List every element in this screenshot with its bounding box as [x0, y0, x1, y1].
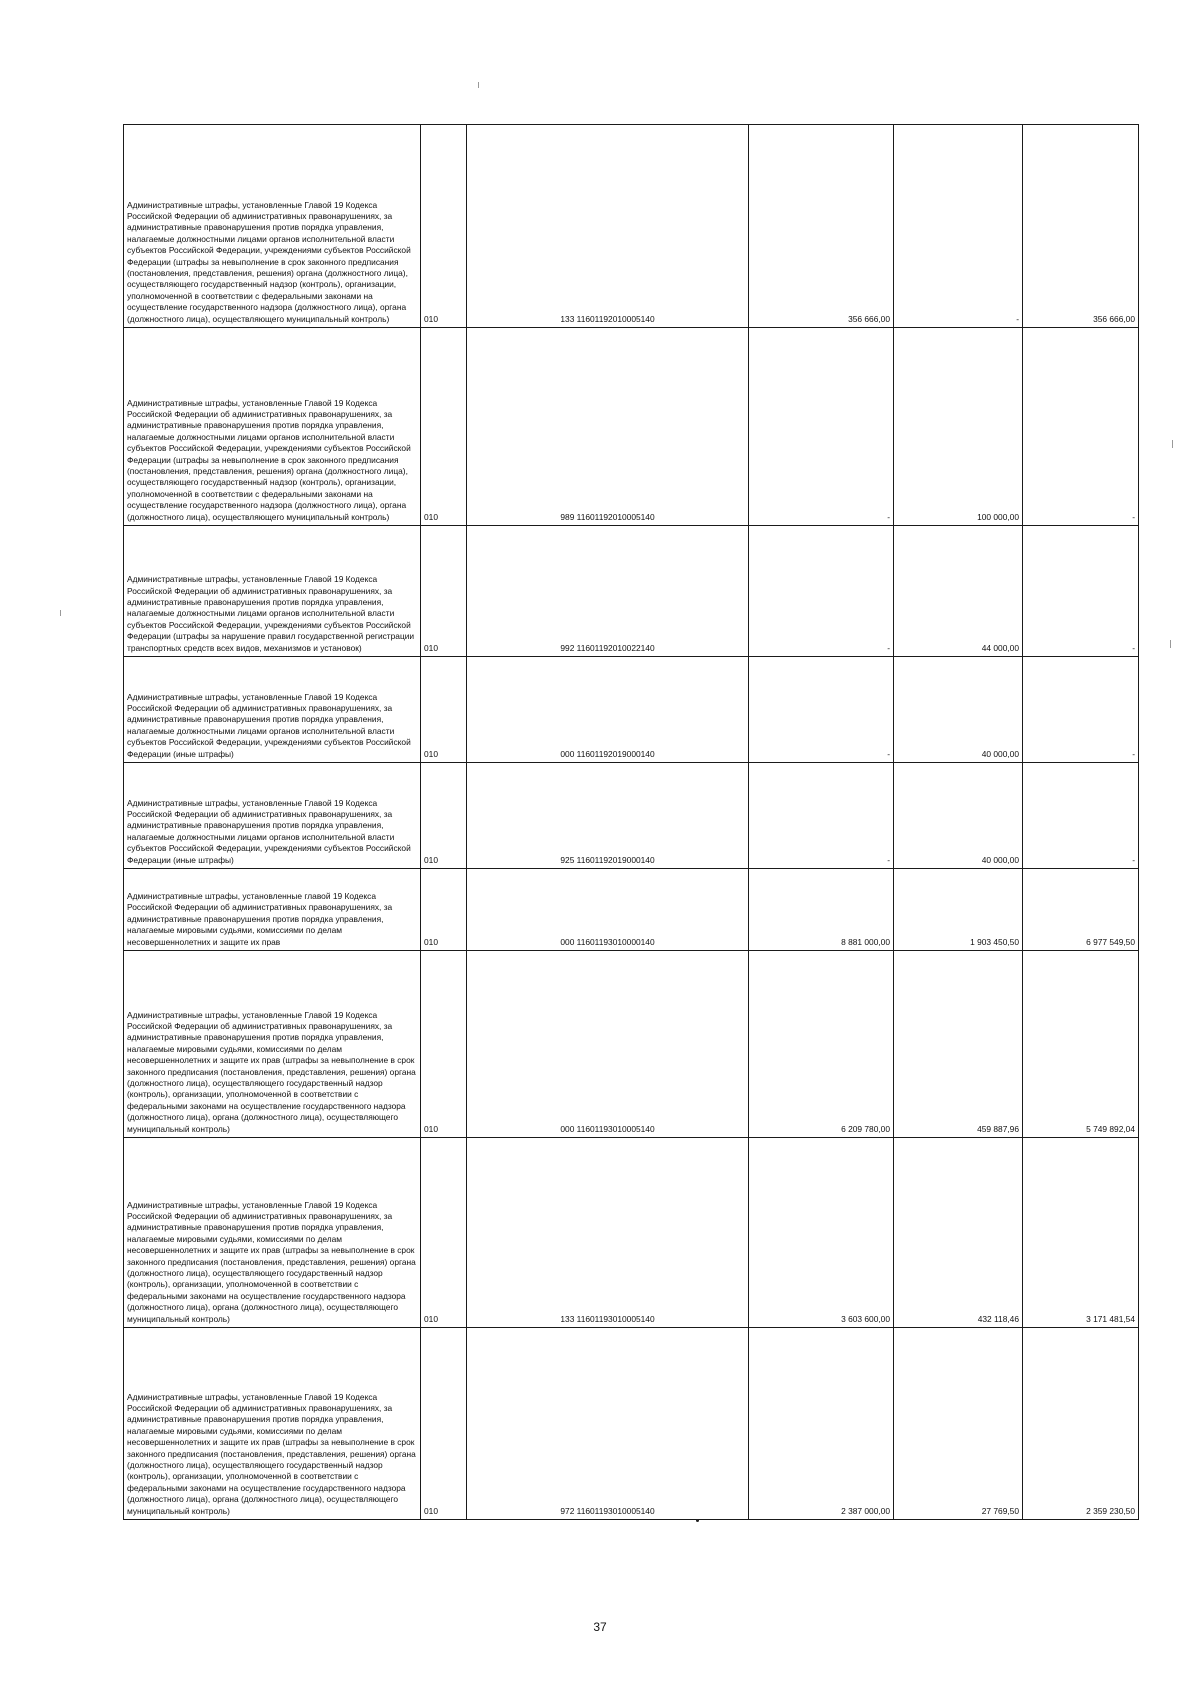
- row-name-cell: Административные штрафы, установленные Главой 19 Кодекса Российской Федерации об административных правонарушениях, за административные правонарушения против порядка управления, налагаемые мировыми судьями, комиссиями по делам несовершеннолетних и защите их прав (штрафы за невыполнение в срок законного предписания (постановления, представления, решения) органа (должностного лица), осуществляющего государственный надзор (контроль), организации, уполномоченной в соответствии с федеральными законами на осуществление государственного надзора (должностного лица), органа (должностного лица), осуществляющего муниципальный контроль): [124, 1138, 421, 1328]
- row-budget-code-cell: 992 11601192010022140: [467, 526, 749, 657]
- table-row: [124, 657, 1139, 763]
- row-approved-cell: -: [749, 763, 894, 869]
- row-name-cell: Административные штрафы, установленные Главой 19 Кодекса Российской Федерации об административных правонарушениях, за административные правонарушения против порядка управления, налагаемые мировыми судьями, комиссиями по делам несовершеннолетних и защите их прав (штрафы за невыполнение в срок законного предписания (постановления, представления, решения) органа (должностного лица), осуществляющего государственный надзор (контроль), организации, уполномоченной в соответствии с федеральными законами на осуществление государственного надзора (должностного лица), органа (должностного лица), осуществляющего муниципальный контроль): [124, 951, 421, 1138]
- table-row: [124, 1328, 1139, 1520]
- row-executed-cell: 44 000,00: [894, 526, 1023, 657]
- row-approved-cell: -: [749, 657, 894, 763]
- row-executed-cell: 40 000,00: [894, 763, 1023, 869]
- income-table-sheet: [123, 124, 1138, 1520]
- row-approved-cell: 6 209 780,00: [749, 951, 894, 1138]
- row-unexecuted-cell: 2 359 230,50: [1023, 1328, 1139, 1520]
- row-line-code-cell: 010: [421, 869, 467, 951]
- row-unexecuted-cell: -: [1023, 526, 1139, 657]
- row-budget-code-cell: 000 11601192019000140: [467, 657, 749, 763]
- page-number: 37: [593, 1620, 607, 1634]
- row-line-code-cell: 010: [421, 125, 467, 328]
- row-line-code-cell: 010: [421, 951, 467, 1138]
- row-executed-cell: 40 000,00: [894, 657, 1023, 763]
- row-approved-cell: -: [749, 328, 894, 526]
- row-unexecuted-cell: -: [1023, 328, 1139, 526]
- row-unexecuted-cell: 356 666,00: [1023, 125, 1139, 328]
- row-name-cell: Административные штрафы, установленные Главой 19 Кодекса Российской Федерации об административных правонарушениях, за административные правонарушения против порядка управления, налагаемые должностными лицами органов исполнительной власти субъектов Российской Федерации, учреждениями субъектов Российской Федерации (штрафы за невыполнение в срок законного предписания (постановления, представления, решения) органа (должностного лица), осуществляющего государственный надзор (контроль), организации, уполномоченной в соответствии с федеральными законами на осуществление государственного надзора (должностного лица), органа (должностного лица), осуществляющего муниципальный контроль): [124, 328, 421, 526]
- row-executed-cell: 459 887,96: [894, 951, 1023, 1138]
- row-unexecuted-cell: 5 749 892,04: [1023, 951, 1139, 1138]
- row-budget-code-cell: 972 11601193010005140: [467, 1328, 749, 1520]
- scan-artifact: [696, 1519, 699, 1522]
- row-name-cell: Административные штрафы, установленные главой 19 Кодекса Российской Федерации об административных правонарушениях, за административные правонарушения против порядка управления, налагаемые мировыми судьями, комиссиями по делам несовершеннолетних и защите их прав: [124, 869, 421, 951]
- row-executed-cell: 432 118,46: [894, 1138, 1023, 1328]
- table-row: [124, 1138, 1139, 1328]
- row-approved-cell: -: [749, 526, 894, 657]
- table-row: [124, 869, 1139, 951]
- table-row: [124, 763, 1139, 869]
- scan-artifact: [1172, 440, 1173, 448]
- row-budget-code-cell: 000 11601193010000140: [467, 869, 749, 951]
- row-budget-code-cell: 133 11601192010005140: [467, 125, 749, 328]
- table-row: [124, 526, 1139, 657]
- row-name-cell: Административные штрафы, установленные Главой 19 Кодекса Российской Федерации об административных правонарушениях, за административные правонарушения против порядка управления, налагаемые должностными лицами органов исполнительной власти субъектов Российской Федерации, учреждениями субъектов Российской Федерации (штрафы за нарушение правил государственной регистрации транспортных средств всех видов, механизмов и установок): [124, 526, 421, 657]
- row-line-code-cell: 010: [421, 1328, 467, 1520]
- scan-artifact: [478, 82, 479, 88]
- row-line-code-cell: 010: [421, 526, 467, 657]
- row-executed-cell: 100 000,00: [894, 328, 1023, 526]
- row-budget-code-cell: 925 11601192019000140: [467, 763, 749, 869]
- scan-artifact: [1170, 640, 1171, 648]
- row-line-code-cell: 010: [421, 1138, 467, 1328]
- row-budget-code-cell: 000 11601193010005140: [467, 951, 749, 1138]
- table-row: [124, 951, 1139, 1138]
- row-executed-cell: 27 769,50: [894, 1328, 1023, 1520]
- row-name-cell: Административные штрафы, установленные Главой 19 Кодекса Российской Федерации об административных правонарушениях, за административные правонарушения против порядка управления, налагаемые должностными лицами органов исполнительной власти субъектов Российской Федерации, учреждениями субъектов Российской Федерации (иные штрафы): [124, 657, 421, 763]
- scan-artifact: [60, 610, 61, 616]
- row-approved-cell: 2 387 000,00: [749, 1328, 894, 1520]
- table-row: [124, 328, 1139, 526]
- row-unexecuted-cell: 6 977 549,50: [1023, 869, 1139, 951]
- income-table: [123, 124, 1139, 1520]
- table-row: [124, 125, 1139, 328]
- row-name-cell: Административные штрафы, установленные Главой 19 Кодекса Российской Федерации об административных правонарушениях, за административные правонарушения против порядка управления, налагаемые мировыми судьями, комиссиями по делам несовершеннолетних и защите их прав (штрафы за невыполнение в срок законного предписания (постановления, представления, решения) органа (должностного лица), осуществляющего государственный надзор (контроль), организации, уполномоченной в соответствии с федеральными законами на осуществление государственного надзора (должностного лица), органа (должностного лица), осуществляющего муниципальный контроль): [124, 1328, 421, 1520]
- row-line-code-cell: 010: [421, 328, 467, 526]
- row-line-code-cell: 010: [421, 657, 467, 763]
- row-name-cell: Административные штрафы, установленные Главой 19 Кодекса Российской Федерации об административных правонарушениях, за административные правонарушения против порядка управления, налагаемые должностными лицами органов исполнительной власти субъектов Российской Федерации, учреждениями субъектов Российской Федерации (иные штрафы): [124, 763, 421, 869]
- row-unexecuted-cell: 3 171 481,54: [1023, 1138, 1139, 1328]
- row-unexecuted-cell: -: [1023, 657, 1139, 763]
- row-executed-cell: -: [894, 125, 1023, 328]
- row-unexecuted-cell: -: [1023, 763, 1139, 869]
- table-body: [124, 125, 1139, 1520]
- row-approved-cell: 3 603 600,00: [749, 1138, 894, 1328]
- row-budget-code-cell: 133 11601193010005140: [467, 1138, 749, 1328]
- row-line-code-cell: 010: [421, 763, 467, 869]
- row-approved-cell: 8 881 000,00: [749, 869, 894, 951]
- row-approved-cell: 356 666,00: [749, 125, 894, 328]
- row-executed-cell: 1 903 450,50: [894, 869, 1023, 951]
- row-budget-code-cell: 989 11601192010005140: [467, 328, 749, 526]
- row-name-cell: Административные штрафы, установленные Главой 19 Кодекса Российской Федерации об административных правонарушениях, за административные правонарушения против порядка управления, налагаемые должностными лицами органов исполнительной власти субъектов Российской Федерации, учреждениями субъектов Российской Федерации (штрафы за невыполнение в срок законного предписания (постановления, представления, решения) органа (должностного лица), осуществляющего государственный надзор (контроль), организации, уполномоченной в соответствии с федеральными законами на осуществление государственного надзора (должностного лица), органа (должностного лица), осуществляющего муниципальный контроль): [124, 125, 421, 328]
